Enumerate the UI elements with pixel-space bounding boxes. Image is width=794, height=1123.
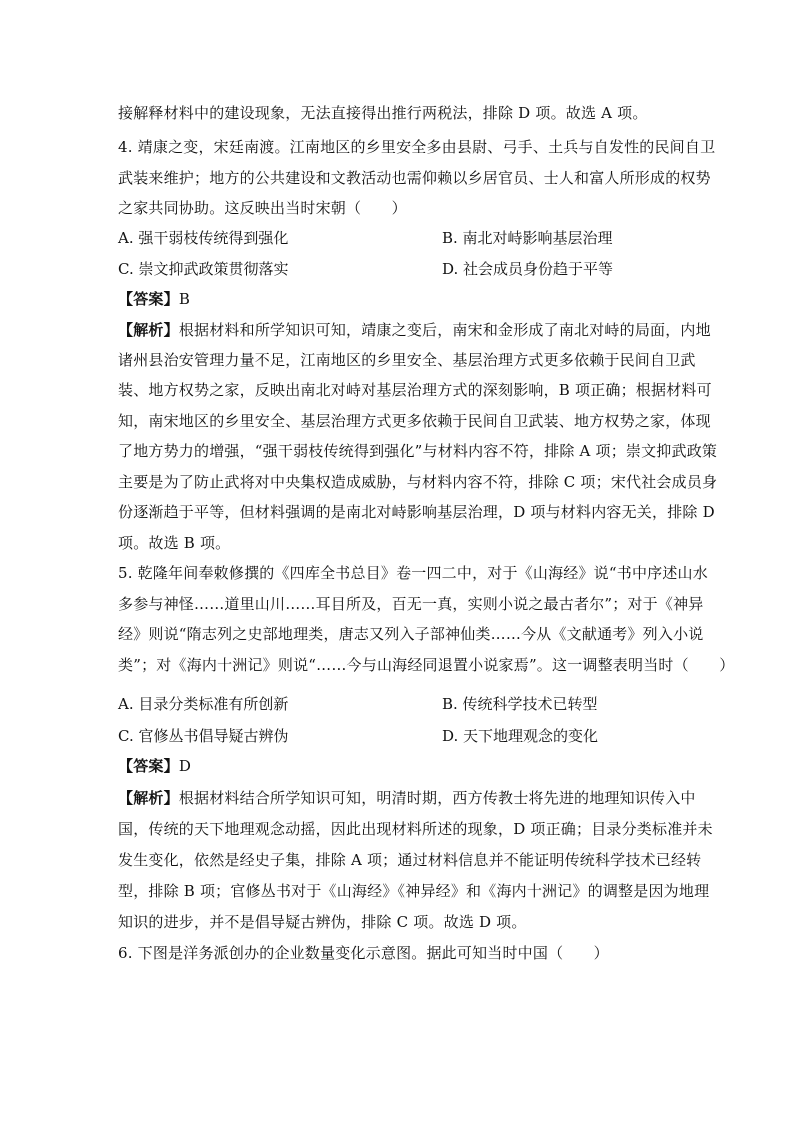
q5-option-b: B. 传统科学技术已转型: [442, 695, 598, 713]
q5-stem-line-3: 经》则说“隋志列之史部地理类，唐志又列入子部神仙类……今从《文献通考》列入小说: [118, 625, 704, 643]
q4-stem-line-1: 4. 靖康之变，宋廷南渡。江南地区的乡里安全多由县尉、弓手、土兵与自发性的民间自卫: [118, 138, 716, 156]
q4-answer: [118, 289, 190, 309]
q5-analysis-line-3: 发生变化，依然是经史子集，排除 A 项；通过材料信息并不能证明传统科学技术已经转: [118, 851, 702, 869]
q4-analysis-line-6: 主要是为了防止武将对中央集权造成威胁，与材料内容不符，排除 C 项；宋代社会成员身: [118, 473, 718, 491]
q5-stem-line-2: 多参与神怪……道里山川……耳目所及，百无一真，实则小说之最古者尔”；对于《神异: [118, 595, 704, 613]
q4-analysis-line-7: 份逐渐趋于平等，但材料强调的是南北对峙影响基层治理，D 项与材料内容无关，排除 D: [118, 503, 715, 521]
q4-stem-line-3: 之家共同协助。这反映出当时宋朝（ ）: [118, 199, 407, 217]
q4-analysis-line-1: [118, 320, 711, 340]
q5-answer-label: 【答案】: [118, 757, 179, 775]
q5-analysis-line-5: 知识的进步，并不是倡导疑古辨伪，排除 C 项。故选 D 项。: [118, 913, 527, 931]
q4-answer-value: B: [178, 290, 191, 308]
q5-answer: [118, 756, 191, 776]
q5-analysis-text: 根据材料结合所学知识可知，明清时期，西方传教士将先进的地理知识传入中: [178, 789, 696, 807]
q4-analysis-line-8: 项。故选 B 项。: [118, 534, 231, 552]
q5-option-c: C. 官修丛书倡导疑古辨伪: [118, 727, 289, 745]
q5-analysis-line-4: 型，排除 B 项；官修丛书对于《山海经》《神异经》和《海内十洲记》的调整是因为地理: [118, 882, 710, 900]
q5-analysis-line-2: 国，传统的天下地理观念动摇，因此出现材料所述的现象，D 项正确；目录分类标准并未: [118, 820, 713, 838]
prev-answer-tail: 接解释材料中的建设现象，无法直接得出推行两税法，排除 D 项。故选 A 项。: [118, 104, 648, 122]
q5-option-d: D. 天下地理观念的变化: [442, 727, 599, 745]
q4-answer-label: 【答案】: [118, 290, 179, 308]
q5-stem-line-4: 类”；对《海内十洲记》则说“……今与山海经同退置小说家焉”。这一调整表明当时（ ）: [118, 656, 735, 674]
q4-option-c: C. 崇文抑武政策贯彻落实: [118, 260, 289, 278]
q4-analysis-line-3: 装、地方权势之家，反映出南北对峙对基层治理方式的深刻影响，B 项正确；根据材料可: [118, 381, 712, 399]
q4-stem-line-2: 武装来维护；地方的公共建设和文教活动也需仰赖以乡居官员、士人和富人所形成的权势: [118, 169, 711, 187]
q5-stem-line-1: 5. 乾隆年间奉敕修撰的《四库全书总目》卷一四二中，对于《山海经》说“书中序述山水: [118, 564, 708, 582]
q4-analysis-line-2: 诸州县治安管理力量不足，江南地区的乡里安全、基层治理方式更多依赖于民间自卫武: [118, 351, 696, 369]
q4-analysis-label: 【解析】: [118, 321, 179, 339]
q5-analysis-label: 【解析】: [118, 789, 179, 807]
q5-analysis-line-1: [118, 788, 696, 808]
q4-option-a: A. 强干弱枝传统得到强化: [118, 229, 289, 247]
q4-analysis-line-5: 了地方势力的增强，“强干弱枝传统得到强化”与材料内容不符，排除 A 项；崇文抑武政策: [118, 442, 718, 460]
q4-analysis-text: 根据材料和所学知识可知，靖康之变后，南宋和金形成了南北对峙的局面，内地: [178, 321, 711, 339]
q5-option-a: A. 目录分类标准有所创新: [118, 695, 289, 713]
q6-stem: 6. 下图是洋务派创办的企业数量变化示意图。据此可知当时中国（ ）: [118, 944, 609, 962]
q4-option-b: B. 南北对峙影响基层治理: [442, 229, 613, 247]
q4-option-d: D. 社会成员身份趋于平等: [442, 260, 614, 278]
q4-analysis-line-4: 知，南宋地区的乡里安全、基层治理方式更多依赖于民间自卫武装、地方权势之家，体现: [118, 412, 711, 430]
q5-answer-value: D: [178, 757, 192, 775]
